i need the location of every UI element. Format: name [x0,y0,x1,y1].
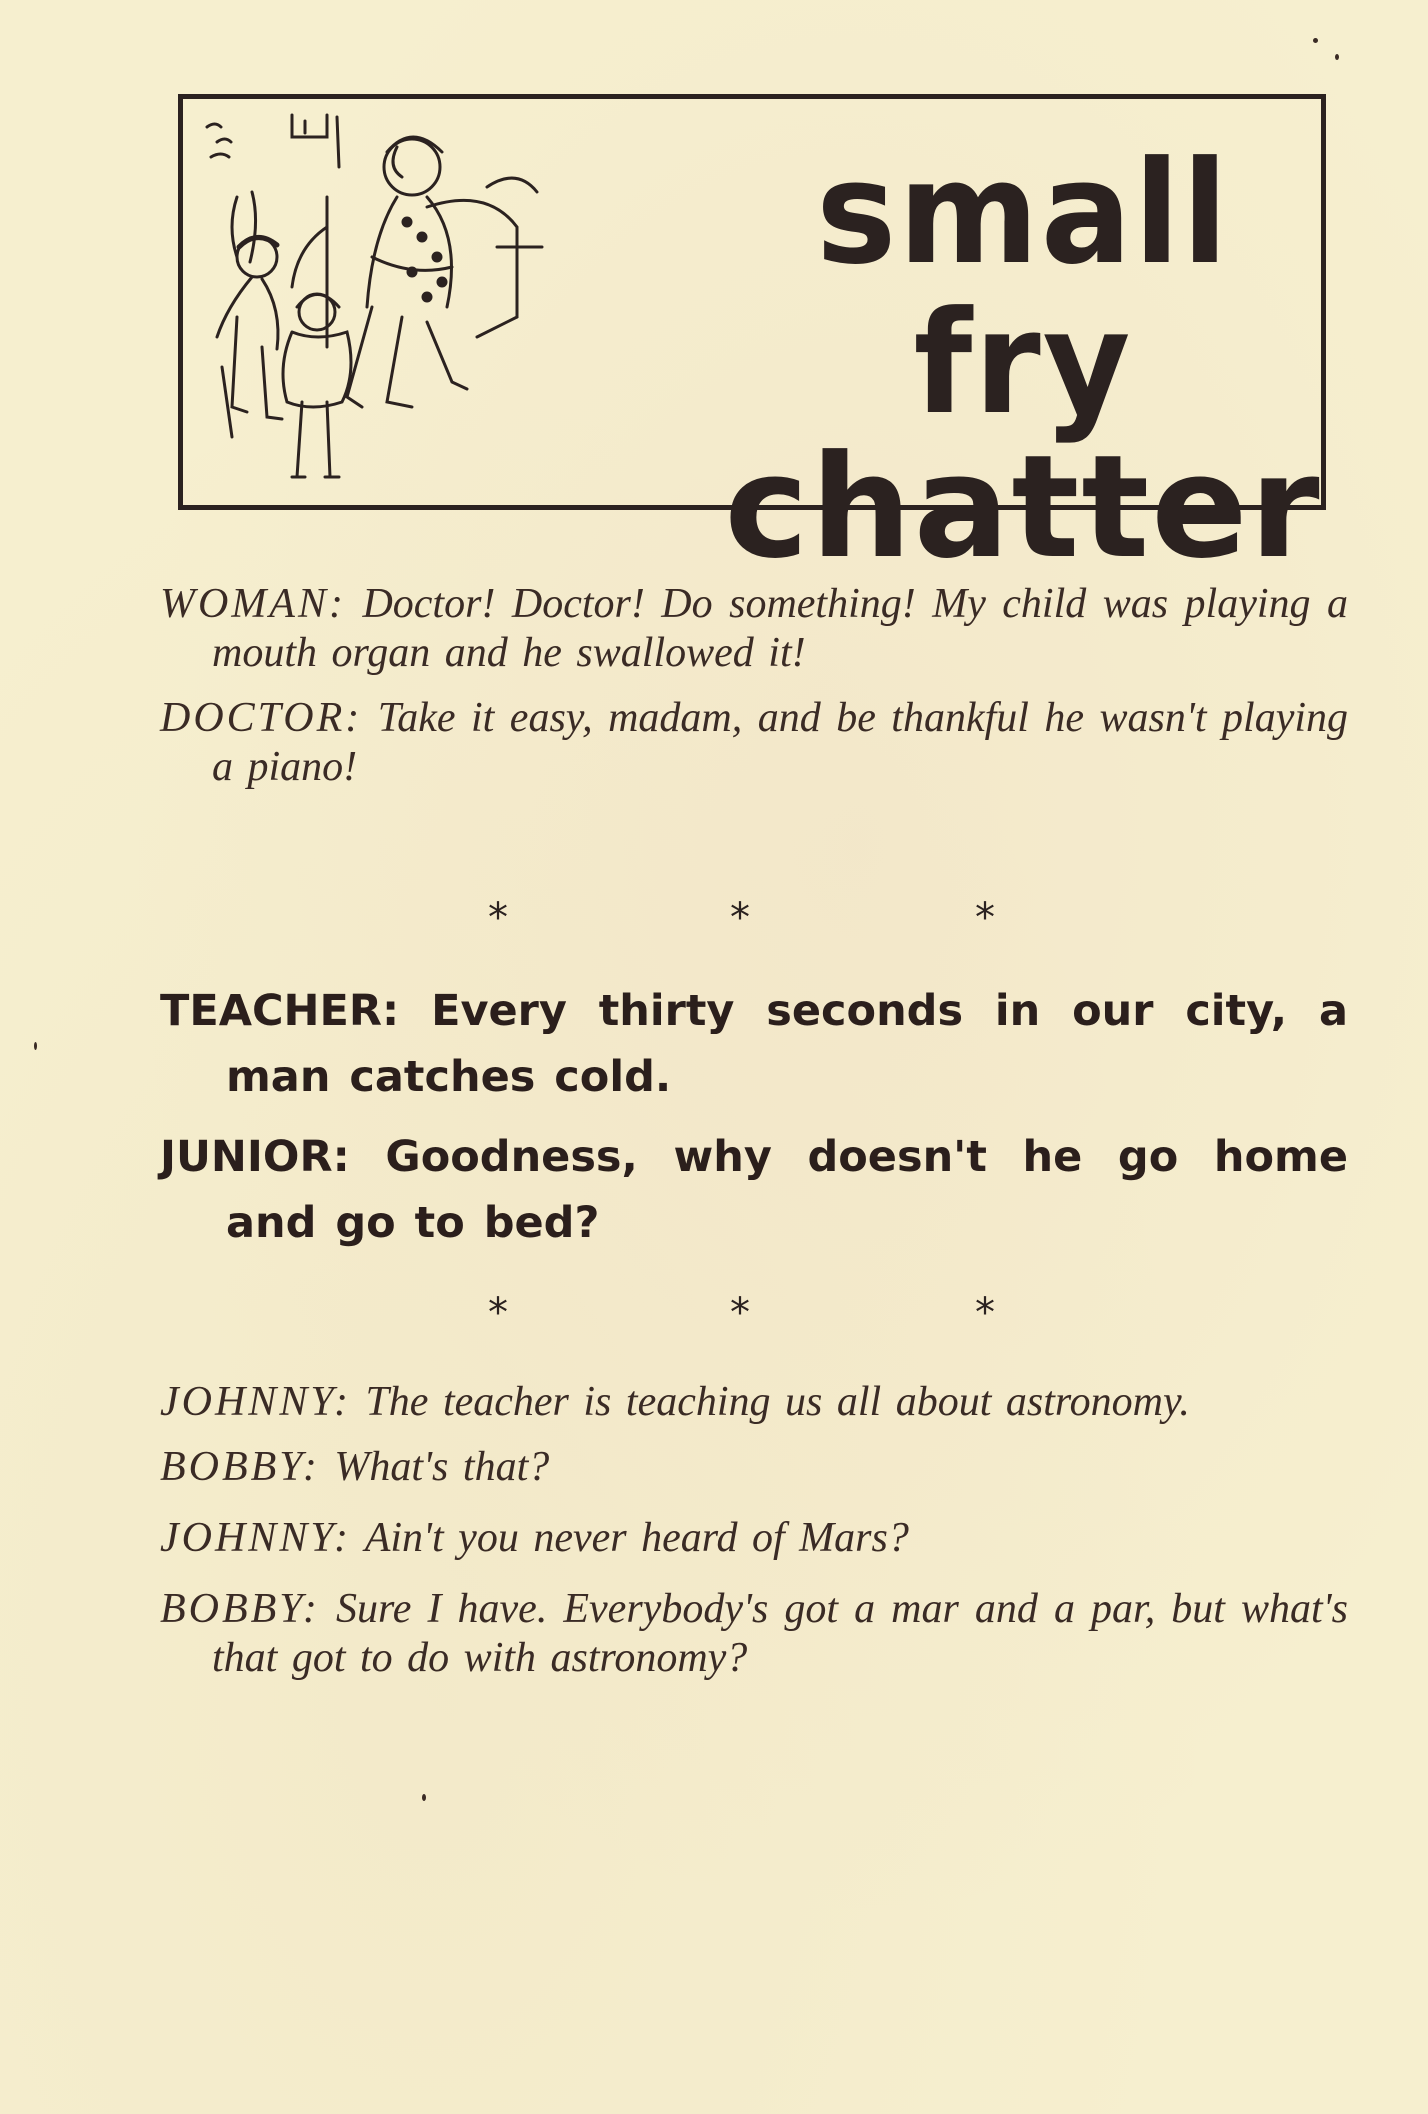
joke-2 [160,978,1348,1256]
print-speck [422,1794,426,1801]
dialogue-line [160,1124,1348,1256]
dialogue-line [160,978,1348,1110]
speaker-label: BOBBY: [160,1444,320,1490]
separator-star: * [488,895,508,941]
title-line-1: small fry [816,131,1230,446]
dialogue-text: Every thirty seconds in our city, a man catches cold. [226,986,1348,1102]
joke-3 [160,1378,1348,1683]
dialogue-line [160,580,1348,678]
separator-star: * [730,1290,750,1336]
header-box [178,94,1326,590]
speaker-label: DOCTOR: [160,695,363,741]
family-scene-illustration [197,107,697,503]
separator-star: * [730,895,750,941]
dialogue-text: Ain't you never heard of Mars? [364,1515,909,1561]
joke-1 [160,580,1348,792]
dialogue-text: Take it easy, madam, and be thankful he wasn't playing a piano! [212,695,1348,790]
print-speck [1335,54,1339,60]
print-speck [1313,38,1318,43]
page-title [723,131,1323,590]
speaker-label: BOBBY: [160,1586,320,1632]
dialogue-line [160,1514,1348,1563]
speaker-label: TEACHER: [160,986,400,1036]
dialogue-line [160,1378,1348,1427]
dialogue-line [160,1585,1348,1683]
separator-star: * [975,1290,995,1336]
dialogue-text: The teacher is teaching us all about astronomy. [365,1379,1190,1425]
dialogue-text: Sure I have. Everybody's got a mar and a par, but what's that got to do with astronomy? [212,1586,1349,1681]
speaker-label: JOHNNY: [160,1515,351,1561]
dialogue-line [160,1443,1348,1492]
speaker-label: JUNIOR: [160,1132,350,1182]
separator-star: * [488,1290,508,1336]
speaker-label: JOHNNY: [160,1379,351,1425]
speaker-label: WOMAN: [160,581,346,627]
dialogue-text: Doctor! Doctor! Do something! My child was playing a mouth organ and he swallowed it! [212,581,1348,676]
separator-star: * [975,895,995,941]
dialogue-line [160,694,1348,792]
dialogue-text: Goodness, why doesn't he go home and go to bed? [226,1132,1348,1248]
print-speck [34,1042,37,1050]
title-line-2: chatter [724,425,1322,590]
dialogue-text: What's that? [334,1444,550,1490]
